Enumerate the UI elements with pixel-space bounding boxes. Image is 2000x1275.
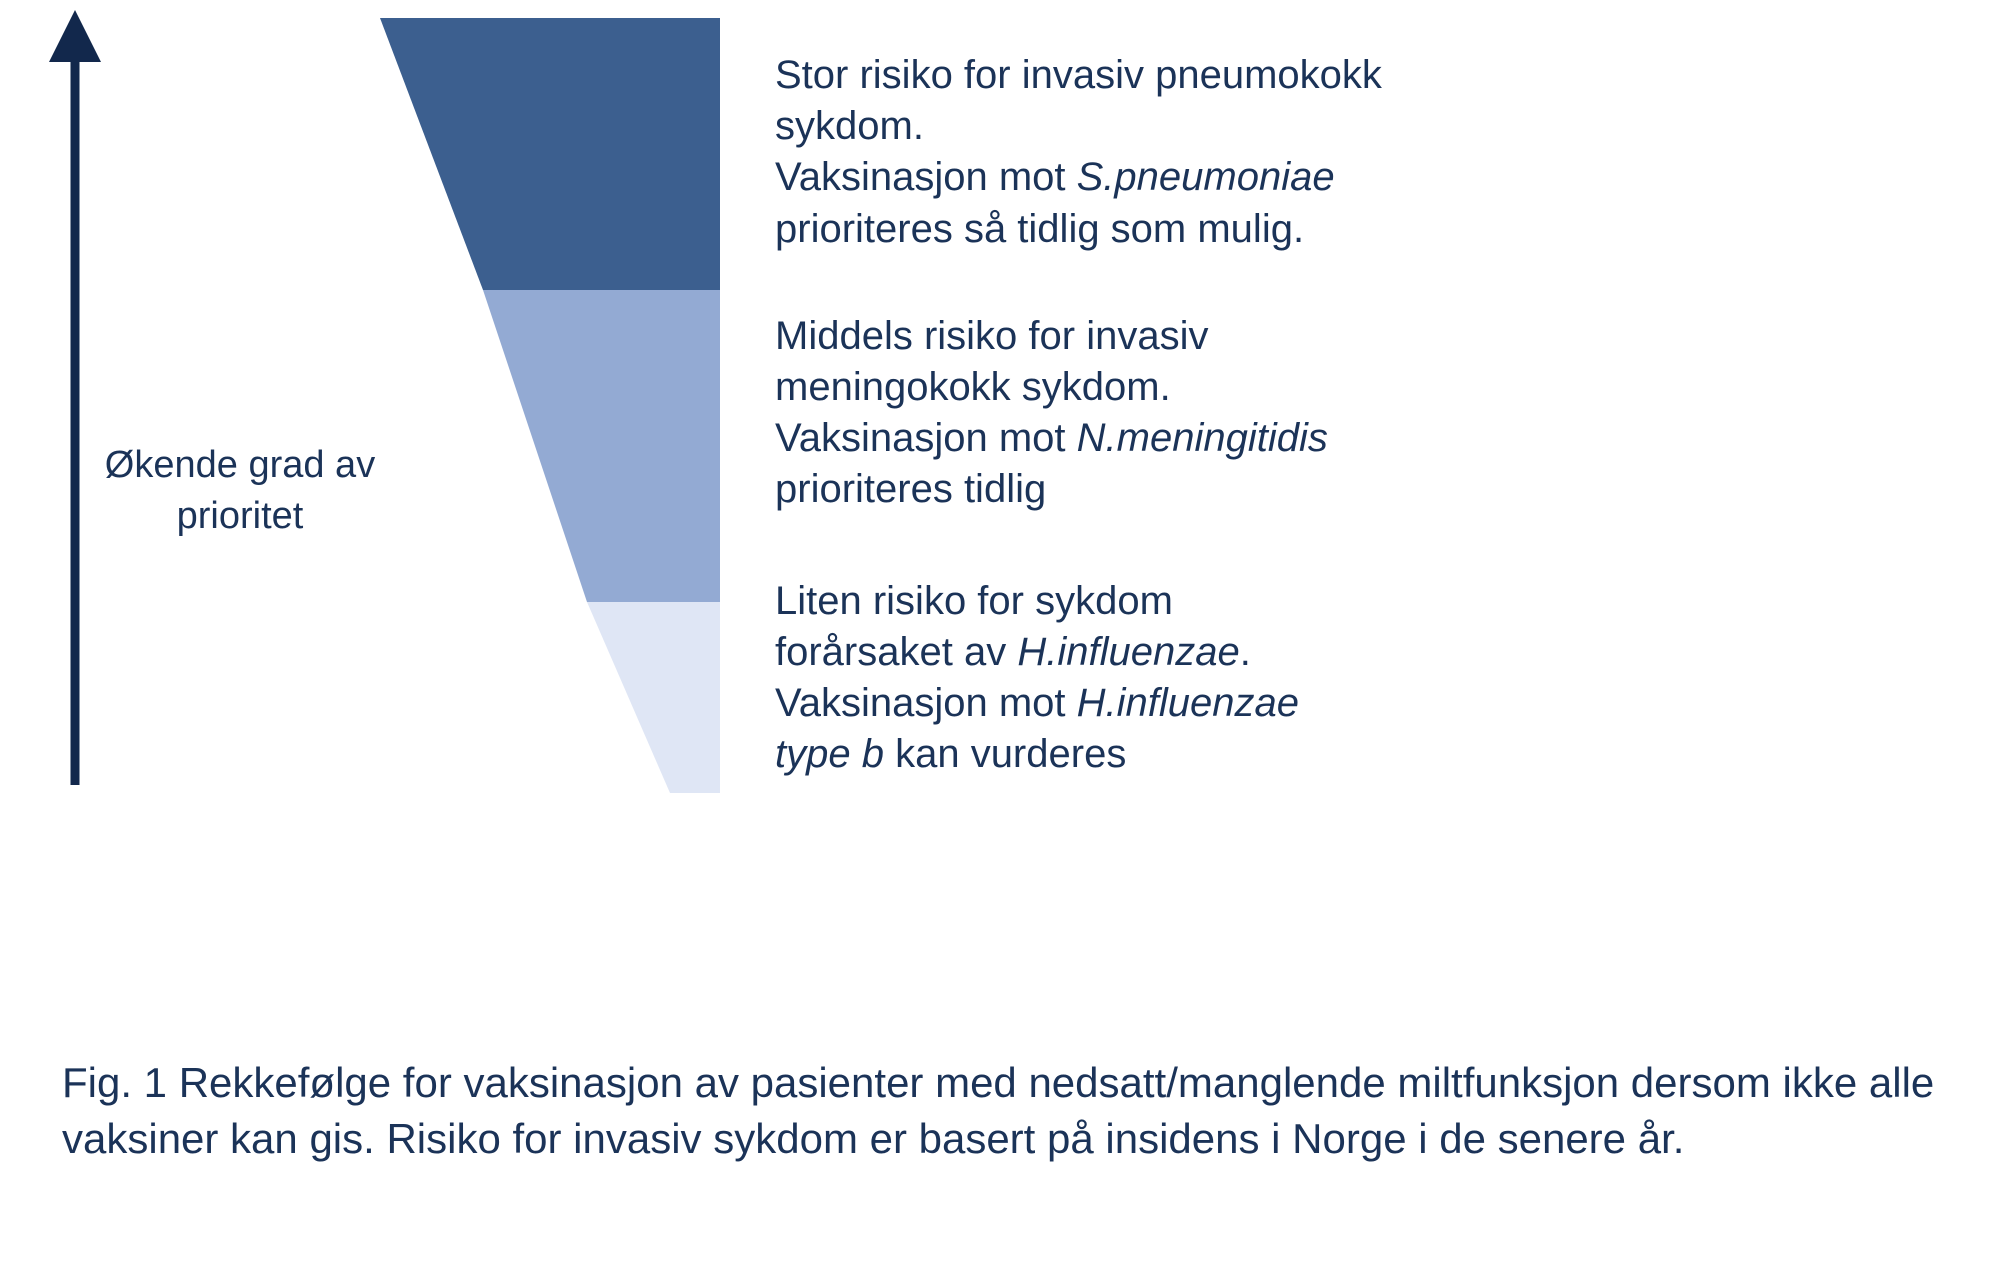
high-line-4: prioriteres så tidlig som mulig. — [775, 206, 1305, 251]
medium-line-4: prioriteres tidlig — [775, 467, 1047, 512]
medium-line-3-text: Vaksinasjon mot — [775, 416, 1077, 461]
low-line-2 — [775, 627, 1775, 678]
figure-caption: Fig. 1 Rekkefølge for vaksinasjon av pasienter med nedsatt/manglende miltfunksjon dersom ikke alle vaksiner kan gis. Risiko for invasiv sykdom er basert på insidens i Norge i de senere år. — [62, 1059, 1935, 1162]
axis-label-line1: Økende grad av — [104, 444, 376, 486]
low-line-3-text: Vaksinasjon mot — [775, 680, 1077, 725]
low-vaccine-type: type b — [775, 732, 884, 777]
low-line-2-text: forårsaket av — [775, 629, 1018, 674]
high-priority-segment — [380, 18, 720, 290]
low-priority-segment — [587, 602, 720, 793]
risk-description-list — [775, 50, 1775, 780]
high-line-1: Stor risiko for invasiv pneumokokk — [775, 53, 1382, 97]
high-line-2: sykdom. — [775, 104, 924, 149]
risk-block-medium — [775, 311, 1775, 516]
low-line-4 — [775, 729, 1775, 780]
high-line-3 — [775, 152, 1775, 203]
up-arrow-icon — [40, 10, 110, 785]
priority-axis — [40, 10, 110, 785]
funnel-shape — [370, 18, 770, 793]
low-line-1: Liten risiko for sykdom — [775, 578, 1173, 623]
medium-line-3 — [775, 413, 1775, 464]
low-line-2-suffix: . — [1239, 629, 1251, 674]
high-line-3-text: Vaksinasjon mot — [775, 155, 1077, 200]
high-pathogen-name: S.pneumoniae — [1076, 155, 1335, 200]
medium-priority-segment — [483, 290, 720, 602]
low-pathogen-name: H.influenzae — [1017, 629, 1240, 674]
medium-line-2: meningokokk sykdom. — [775, 364, 1171, 409]
priority-funnel — [370, 18, 770, 793]
medium-pathogen-name: N.meningitidis — [1076, 416, 1328, 461]
medium-line-1: Middels risiko for invasiv — [775, 313, 1209, 358]
risk-block-high — [775, 50, 1775, 255]
low-vaccine-pathogen-name: H.influenzae — [1076, 680, 1299, 725]
axis-label-line2: prioritet — [176, 495, 304, 538]
low-line-3 — [775, 678, 1775, 729]
low-line-4-suffix: kan vurderes — [883, 732, 1127, 777]
risk-block-low — [775, 576, 1775, 781]
axis-label — [60, 440, 420, 543]
